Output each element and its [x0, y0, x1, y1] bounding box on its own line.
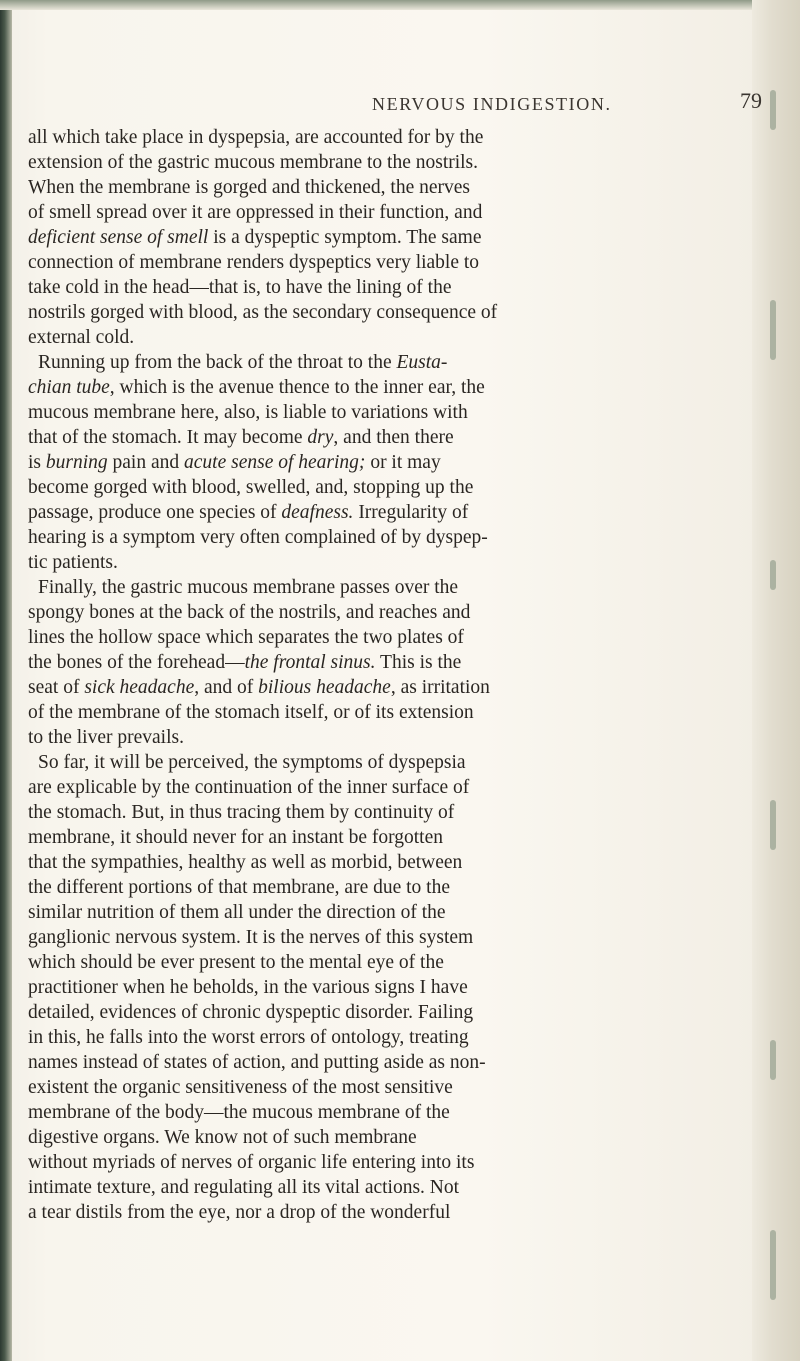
text-line: [28, 425, 766, 450]
text-run: or it may: [365, 452, 441, 473]
text-run: , which is the avenue thence to the inner ear, the: [109, 377, 485, 398]
text-line: [28, 1025, 766, 1050]
text-run: become gorged with blood, swelled, and, stopping up the: [28, 477, 474, 498]
text-line: [28, 750, 766, 775]
text-line: [28, 675, 766, 700]
page-top-edge: [0, 0, 800, 10]
text-run: in this, he falls into the worst errors of ontology, treating: [28, 1027, 469, 1048]
italic-run: the frontal sinus.: [244, 652, 376, 673]
text-line: [28, 725, 766, 750]
italic-run: acute sense of hearing;: [184, 452, 366, 473]
italic-run: deafness.: [281, 502, 354, 523]
text-line: [28, 475, 766, 500]
text-run: of smell spread over it are oppressed in their function, and: [28, 202, 483, 223]
text-run: seat of: [28, 677, 85, 698]
text-line: [28, 975, 766, 1000]
italic-run: deficient sense of smell: [28, 227, 209, 248]
text-line: [28, 800, 766, 825]
text-run: hearing is a symptom very often complained of by dyspep-: [28, 527, 488, 548]
text-run: When the membrane is gorged and thickened, the nerves: [28, 177, 471, 198]
text-line: [28, 700, 766, 725]
text-run: pain and: [107, 452, 185, 473]
text-line: [28, 1125, 766, 1150]
text-line: [28, 325, 766, 350]
text-run: without myriads of nerves of organic life entering into its: [28, 1152, 475, 1173]
text-line: [28, 225, 766, 250]
text-run: to the liver prevails.: [28, 727, 184, 748]
text-run: tic patients.: [28, 552, 118, 573]
text-line: [28, 275, 766, 300]
text-run: ganglionic nervous system. It is the nerves of this system: [28, 927, 474, 948]
text-run: Finally, the gastric mucous membrane passes over the: [38, 577, 459, 598]
text-line: [28, 300, 766, 325]
text-run: all which take place in dyspepsia, are accounted for by the: [28, 127, 484, 148]
text-run: is a dyspeptic symptom. The same: [208, 227, 482, 248]
text-line: [28, 175, 766, 200]
text-run: the different portions of that membrane, are due to the: [28, 877, 450, 898]
text-run: passage, produce one species of: [28, 502, 282, 523]
text-run: spongy bones at the back of the nostrils, and reaches and: [28, 602, 471, 623]
text-run: the bones of the forehead—: [28, 652, 245, 673]
text-run: , as irritation: [390, 677, 490, 698]
text-line: [28, 825, 766, 850]
text-line: [28, 775, 766, 800]
text-line: [28, 400, 766, 425]
text-run: nostrils gorged with blood, as the secondary consequence of: [28, 302, 498, 323]
text-run: take cold in the head—that is, to have the lining of the: [28, 277, 452, 298]
text-line: [28, 450, 766, 475]
text-run: that of the stomach. It may become: [28, 427, 308, 448]
text-line: [28, 1100, 766, 1125]
text-line: [28, 900, 766, 925]
italic-run: dry: [307, 427, 334, 448]
text-line: [28, 525, 766, 550]
text-run: which should be ever present to the mental eye of the: [28, 952, 444, 973]
text-line: [28, 1200, 766, 1225]
italic-run: burning: [45, 452, 108, 473]
text-line: [28, 350, 766, 375]
italic-run: Eusta-: [396, 352, 448, 373]
text-line: [28, 125, 766, 150]
text-line: [28, 375, 766, 400]
running-head-title: NERVOUS INDIGESTION.: [372, 94, 612, 114]
text-line: [28, 250, 766, 275]
italic-run: bilious headache: [258, 677, 391, 698]
running-head: [0, 90, 800, 120]
text-run: that the sympathies, healthy as well as morbid, between: [28, 852, 463, 873]
page-binding-edge: [0, 0, 12, 1361]
text-run: mucous membrane here, also, is liable to variations with: [28, 402, 468, 423]
text-run: digestive organs. We know not of such membrane: [28, 1127, 417, 1148]
text-run: So far, it will be perceived, the symptoms of dyspepsia: [38, 752, 466, 773]
text-line: [28, 625, 766, 650]
text-line: [28, 1150, 766, 1175]
text-run: is: [28, 452, 46, 473]
text-run: connection of membrane renders dyspeptics very liable to: [28, 252, 480, 273]
text-line: [28, 550, 766, 575]
text-line: [28, 200, 766, 225]
text-line: [28, 650, 766, 675]
text-line: [28, 875, 766, 900]
text-run: are explicable by the continuation of the inner surface of: [28, 777, 470, 798]
text-line: [28, 500, 766, 525]
text-run: a tear distils from the eye, nor a drop of the wonderful: [28, 1202, 451, 1223]
text-run: of the membrane of the stomach itself, or of its extension: [28, 702, 474, 723]
text-run: , and then there: [333, 427, 454, 448]
text-run: , and of: [194, 677, 259, 698]
text-run: Running up from the back of the throat to the: [38, 352, 397, 373]
text-run: This is the: [375, 652, 462, 673]
italic-run: chian tube: [28, 377, 110, 398]
text-run: lines the hollow space which separates the two plates of: [28, 627, 464, 648]
text-line: [28, 575, 766, 600]
italic-run: sick headache: [84, 677, 195, 698]
text-run: membrane of the body—the mucous membrane of the: [28, 1102, 450, 1123]
text-run: existent the organic sensitiveness of the most sensitive: [28, 1077, 453, 1098]
text-run: intimate texture, and regulating all its vital actions. Not: [28, 1177, 460, 1198]
text-line: [28, 600, 766, 625]
text-run: similar nutrition of them all under the direction of the: [28, 902, 446, 923]
text-line: [28, 950, 766, 975]
body-text: [28, 125, 766, 1225]
text-run: Irregularity of: [353, 502, 469, 523]
text-run: external cold.: [28, 327, 135, 348]
text-run: the stomach. But, in thus tracing them by continuity of: [28, 802, 455, 823]
text-line: [28, 850, 766, 875]
text-line: [28, 1050, 766, 1075]
text-run: detailed, evidences of chronic dyspeptic disorder. Failing: [28, 1002, 474, 1023]
text-line: [28, 150, 766, 175]
text-run: membrane, it should never for an instant be forgotten: [28, 827, 443, 848]
text-line: [28, 1175, 766, 1200]
text-run: practitioner when he beholds, in the various signs I have: [28, 977, 468, 998]
text-run: names instead of states of action, and putting aside as non-: [28, 1052, 486, 1073]
text-line: [28, 1000, 766, 1025]
text-line: [28, 925, 766, 950]
page-number: 79: [740, 88, 762, 113]
text-line: [28, 1075, 766, 1100]
text-run: extension of the gastric mucous membrane to the nostrils.: [28, 152, 479, 173]
